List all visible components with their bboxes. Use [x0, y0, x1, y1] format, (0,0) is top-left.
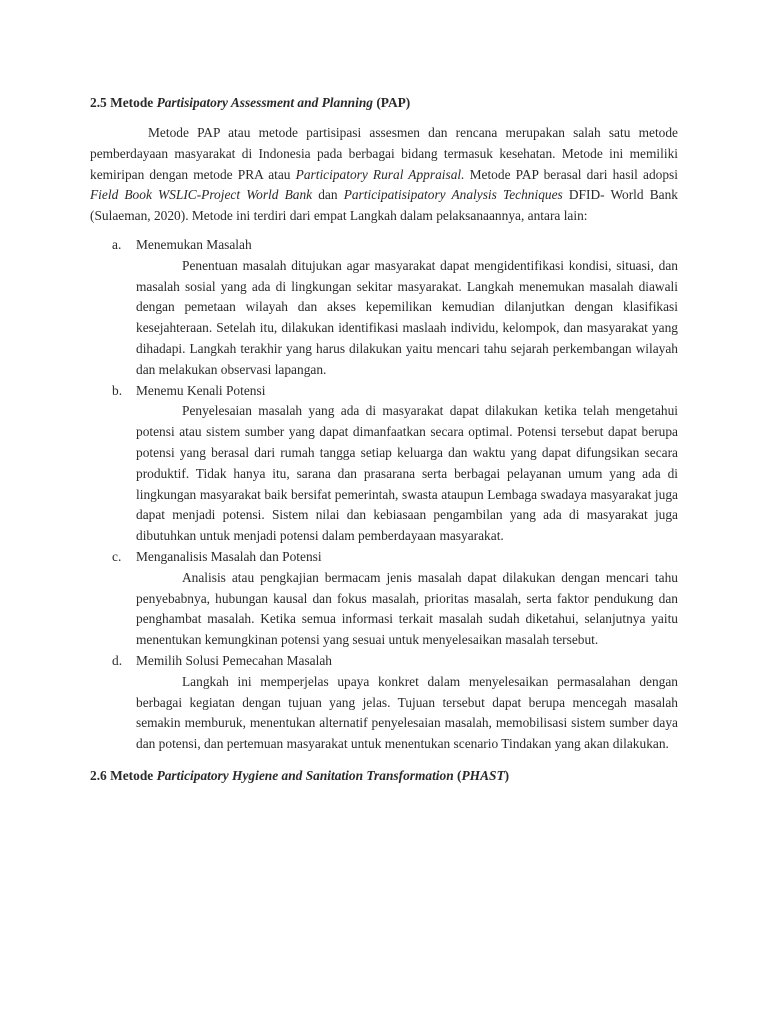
intro-italic-3: Participatisipatory Analysis Techniques — [343, 187, 563, 203]
list-item-title: Menemu Kenali Potensi — [136, 382, 266, 398]
intro-text-2: Metode PAP berasal dari hasil adopsi — [464, 166, 678, 182]
list-marker: c. — [112, 548, 122, 564]
paren-open: ( — [453, 767, 462, 783]
list-marker: d. — [112, 652, 123, 668]
paren-close: ) — [504, 767, 510, 783]
section-heading-2-6 — [90, 765, 678, 786]
section-heading-2-5 — [90, 92, 678, 113]
section-title-suffix: (PAP) — [372, 95, 411, 110]
steps-list — [90, 235, 678, 755]
list-marker: b. — [112, 382, 123, 398]
list-item-b — [90, 381, 678, 547]
intro-paragraph — [90, 123, 678, 227]
document-page — [90, 92, 678, 786]
section-number: 2.6 Metode — [90, 767, 157, 783]
list-item-title: Menganalisis Masalah dan Potensi — [136, 548, 322, 564]
intro-text-3: dan — [312, 187, 344, 203]
list-item-title: Memilih Solusi Pemecahan Masalah — [136, 652, 332, 668]
list-item-body: Penyelesaian masalah yang ada di masyarakat dapat dilakukan ketika telah mengetahui potensi atau sistem sumber yang dapat dimanfaatkan secara optimal. Potensi tersebut dapat berupa potensi yang berasal dari rumah tangga setiap keluarga dan waktu yang dapat difungsikan secara produktif. Tidak hanya itu, sarana dan prasarana serta berbagai pelayanan umum yang ada di lingkungan masyarakat baik bersifat pemerintah, swasta ataupun Lembaga swadaya masyarakat juga dapat menjadi potensi. Sistem nilai dan kebiasaan pengambilan yang ada di masyarakat juga dibutuhkan untuk menjadi potensi dalam pemberdayaan masyarakat. — [136, 403, 678, 544]
list-item-c — [90, 547, 678, 651]
list-item-a — [90, 235, 678, 381]
list-item-body: Penentuan masalah ditujukan agar masyarakat dapat mengidentifikasi kondisi, situasi, dan masalah sosial yang ada di lingkungan sekitar masyarakat. Langkah menemukan masalah diawali dengan pemetaan wilayah dan akses kepemilikan kemudian dilanjutkan dengan klasifikasi kesejahteraan. Setelah itu, dilakukan identifikasi maslaah individu, kelompok, dan masyarakat yang dihadapi. Langkah terakhir yang harus dilakukan yaitu mencari tahu sejarah perkembangan wilayah dan melakukan observasi lapangan. — [136, 257, 678, 377]
intro-text-4: DFID- World Bank (Sulaeman, 2020). Metode ini terdiri dari empat Langkah dalam pelaksanaannya, antara lain: — [90, 187, 678, 224]
list-item-body: Analisis atau pengkajian bermacam jenis masalah dapat dilakukan dengan mencari tahu penyebabnya, hubungan kausal dan fokus masalah, prioritas masalah, serta faktor pendukung dan penghambat masalah. Ketika semua informasi terkait masalah sudah diketahui, selanjutnya yaitu menentukan kemungkinan potensi yang sesuai untuk menyelesaikan masalah tersebut. — [136, 569, 678, 648]
list-marker: a. — [112, 236, 122, 252]
section-number: 2.5 Metode — [90, 95, 157, 110]
section-title-italic: Participatory Hygiene and Sanitation Transformation — [156, 767, 454, 783]
intro-italic-2: Field Book WSLIC-Project World Bank — [90, 187, 313, 203]
section-title-italic: Partisipatory Assessment and Planning — [156, 95, 373, 110]
section-abbr-italic: PHAST — [461, 767, 505, 783]
intro-italic-1: Participatory Rural Appraisal. — [295, 166, 465, 182]
list-item-body: Langkah ini memperjelas upaya konkret dalam menyelesaikan permasalahan dengan berbagai kegiatan dengan tujuan yang jelas. Tujuan tersebut dapat berupa mencegah masalah semakin memburuk, menentukan alternatif penyelesaian masalah, memobilisasi sistem sumber daya dan potensi, dan pertemuan masyarakat untuk menentukan scenario Tindakan yang akan dilakukan. — [136, 673, 678, 752]
list-item-d — [90, 651, 678, 755]
intro-text-1: Metode PAP atau metode partisipasi assesmen dan rencana merupakan salah satu metode pemberdayaan masyarakat di Indonesia pada berbagai bidang termasuk kesehatan. Metode ini memiliki kemiripan dengan metode PRA atau — [90, 125, 678, 182]
list-item-title: Menemukan Masalah — [136, 236, 252, 252]
